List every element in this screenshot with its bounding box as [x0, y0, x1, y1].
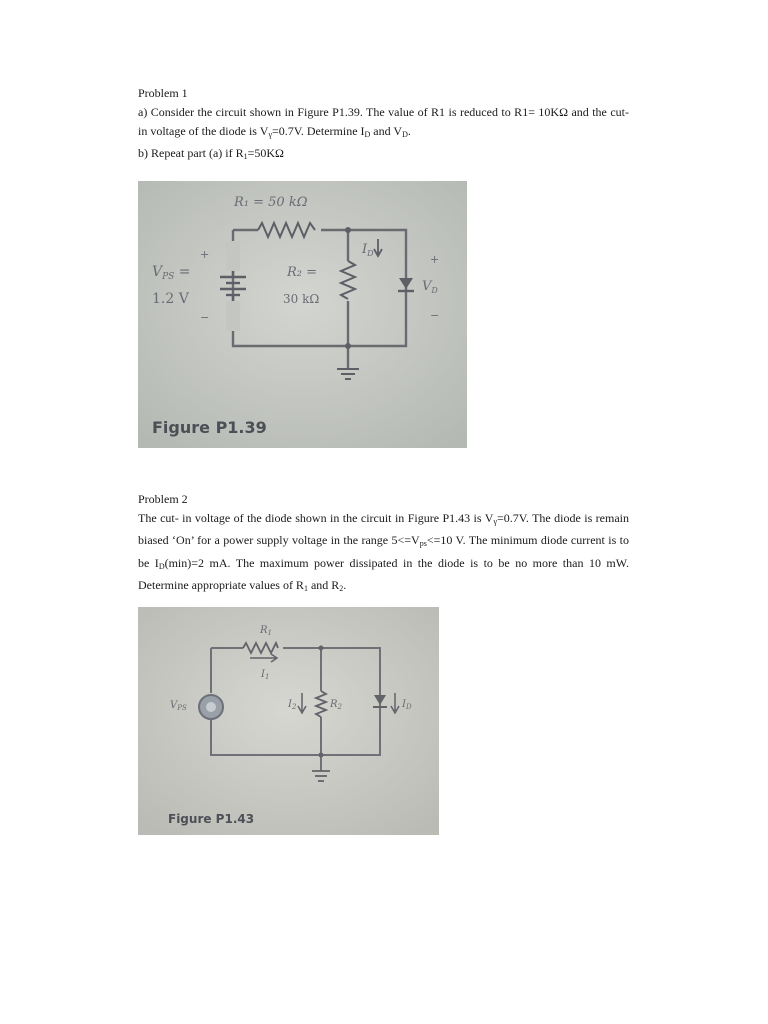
r2-value: 30 kΩ: [283, 292, 320, 306]
battery-minus: −: [200, 311, 210, 324]
vd-label: $V_D$: [422, 279, 438, 295]
figure-p1-39-photo: [138, 181, 467, 448]
r1-label-2: $R_1$: [260, 625, 272, 637]
id-label: $I_D$: [362, 242, 374, 258]
problem-1-part-b: b) Repeat part (a) if $R_1=50K\Omega$: [138, 146, 284, 161]
figure-p1-39-caption: Figure P1.39: [152, 418, 267, 437]
i1-label: $I_1$: [261, 669, 270, 681]
problem-1-text: [138, 103, 629, 167]
r1-value-label: R₁ = 50 kΩ: [234, 195, 308, 210]
figure-p1-39-circuit: [138, 181, 467, 448]
id-label-2: $I_D$: [402, 699, 412, 711]
vd-plus: +: [430, 253, 440, 266]
figure-p1-43-photo: [138, 607, 439, 835]
problem-2-body: The cut- in voltage of the diode shown in the circuit in Figure P1.43 is $V_\gamma=0.7V$. The diode is remain biased ‘On’ for a power supply voltage in the range $5<=V_{ps}<=10$ V. The minimum diode current is to be $I_D(\min)=2$ mA. The maximum power dissipated in the diode is to be no more than 10 mW. Determine appropriate values of $R_1$ and $R_2$.: [138, 511, 629, 594]
r2-label: R₂ =: [287, 265, 318, 280]
problem-1-part-a: a) Consider the circuit shown in Figure P1.39. The value of R1 is reduced to R1= 10KΩ and the cut- in voltage of the diode is $V_\gamma=0.7V$. Determine $I_D$ and $V_D$.: [138, 105, 629, 139]
problem-2-text: [138, 509, 629, 599]
problem-2-heading: Problem 2: [138, 492, 188, 506]
vps-label-2: $V_{PS}$: [170, 700, 187, 712]
vps-value: 1.2 V: [152, 291, 189, 307]
problem-1-heading: Problem 1: [138, 86, 188, 100]
vd-minus: −: [430, 309, 440, 322]
i2-label: $I_2$: [288, 699, 297, 711]
vps-label: $V_{PS}$ =: [152, 264, 191, 282]
r2-label-2: $R_2$: [330, 699, 342, 711]
battery-plus: +: [200, 248, 210, 261]
figure-p1-43-caption: Figure P1.43: [168, 812, 255, 826]
figure-p1-43-circuit: [138, 607, 439, 835]
